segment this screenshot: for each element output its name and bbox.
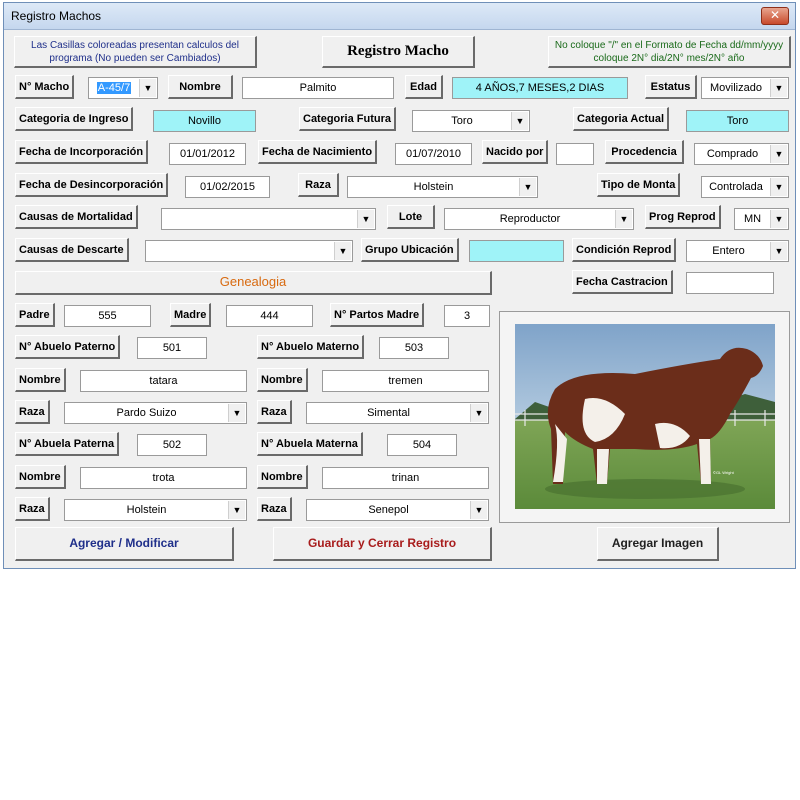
abuela-paterna-nombre-field[interactable]: trota <box>80 467 247 489</box>
padre-field[interactable]: 555 <box>64 305 151 327</box>
abuela-paterna-raza-label: Raza <box>15 497 50 521</box>
fecha-castracion-field[interactable] <box>686 272 774 294</box>
condicion-reprod-label: Condición Reprod <box>572 238 676 262</box>
fecha-desincorporacion-label: Fecha de Desincorporación <box>15 173 168 197</box>
chevron-down-icon[interactable]: ▼ <box>615 210 632 228</box>
abuela-paterna-nombre-label: Nombre <box>15 465 66 489</box>
padre-label: Padre <box>15 303 55 327</box>
categoria-futura-select[interactable] <box>412 110 530 132</box>
chevron-down-icon[interactable]: ▼ <box>470 501 487 519</box>
form-title: Registro Macho <box>322 36 475 68</box>
causas-descarte-select[interactable] <box>145 240 353 262</box>
estatus-label: Estatus <box>645 75 697 99</box>
categoria-ingreso-field: Novillo <box>153 110 256 132</box>
categoria-actual-field: Toro <box>686 110 789 132</box>
abuelo-paterno-label: N° Abuelo Paterno <box>15 335 120 359</box>
lote-value: Reproductor <box>499 213 561 225</box>
abuela-paterna-raza-select[interactable] <box>64 499 247 521</box>
abuelo-materno-raza-value: Simental <box>367 407 410 419</box>
tipo-monta-label: Tipo de Monta <box>597 173 680 197</box>
prog-reprod-value: MN <box>743 213 762 225</box>
lote-label: Lote <box>387 205 435 229</box>
abuela-materna-nombre-label: Nombre <box>257 465 308 489</box>
categoria-futura-label: Categoria Futura <box>299 107 396 131</box>
abuela-paterna-label: N° Abuela Paterna <box>15 432 119 456</box>
numero-macho-select[interactable] <box>88 77 158 99</box>
bull-photo-frame <box>499 311 790 523</box>
abuelo-paterno-raza-select[interactable] <box>64 402 247 424</box>
categoria-actual-label: Categoria Actual <box>573 107 669 131</box>
chevron-down-icon[interactable]: ▼ <box>770 79 787 97</box>
chevron-down-icon[interactable]: ▼ <box>228 404 245 422</box>
fecha-desincorporacion-field[interactable]: 01/02/2015 <box>185 176 270 198</box>
abuelo-paterno-field[interactable]: 501 <box>137 337 207 359</box>
causas-descarte-label: Causas de Descarte <box>15 238 129 262</box>
abuela-paterna-raza-value: Holstein <box>126 504 167 516</box>
abuela-materna-label: N° Abuela Materna <box>257 432 363 456</box>
chevron-down-icon[interactable]: ▼ <box>470 404 487 422</box>
chevron-down-icon[interactable]: ▼ <box>139 79 156 97</box>
categoria-futura-value: Toro <box>451 115 473 127</box>
nombre-field[interactable]: Palmito <box>242 77 394 99</box>
agregar-imagen-button[interactable]: Agregar Imagen <box>597 527 719 561</box>
abuelo-materno-nombre-field[interactable]: tremen <box>322 370 489 392</box>
raza-select[interactable] <box>347 176 538 198</box>
prog-reprod-select[interactable] <box>734 208 789 230</box>
chevron-down-icon[interactable]: ▼ <box>770 242 787 260</box>
tipo-monta-select[interactable] <box>701 176 789 198</box>
grupo-ubicacion-field <box>469 240 564 262</box>
genealogia-header: Genealogia <box>15 271 492 295</box>
agregar-modificar-button[interactable]: Agregar / Modificar <box>15 527 234 561</box>
chevron-down-icon[interactable]: ▼ <box>334 242 351 260</box>
causas-mortalidad-select[interactable] <box>161 208 376 230</box>
categoria-ingreso-label: Categoria de Ingreso <box>15 107 133 131</box>
close-icon[interactable]: ✕ <box>761 7 789 25</box>
chevron-down-icon[interactable]: ▼ <box>770 210 787 228</box>
fecha-incorporacion-field[interactable]: 01/01/2012 <box>169 143 246 165</box>
computed-fields-note: Las Casillas coloreadas presentan calculos del programa (No pueden ser Cambiados) <box>14 36 257 68</box>
abuelo-materno-field[interactable]: 503 <box>379 337 449 359</box>
tipo-monta-value: Controlada <box>709 181 763 193</box>
procedencia-select[interactable] <box>694 143 789 165</box>
abuelo-paterno-raza-label: Raza <box>15 400 50 424</box>
partos-madre-field[interactable]: 3 <box>444 305 490 327</box>
abuela-materna-raza-select[interactable] <box>306 499 489 521</box>
abuela-paterna-field[interactable]: 502 <box>137 434 207 456</box>
madre-field[interactable]: 444 <box>226 305 313 327</box>
chevron-down-icon[interactable]: ▼ <box>228 501 245 519</box>
title-bar <box>4 3 795 30</box>
photo-credit: ©GL Wright <box>713 470 734 475</box>
lote-select[interactable] <box>444 208 634 230</box>
abuela-materna-field[interactable]: 504 <box>387 434 457 456</box>
edad-label: Edad <box>405 75 443 99</box>
estatus-value: Movilizado <box>710 82 762 94</box>
abuelo-materno-nombre-label: Nombre <box>257 368 308 392</box>
condicion-reprod-value: Entero <box>712 245 745 257</box>
madre-label: Madre <box>170 303 211 327</box>
abuela-materna-nombre-field[interactable]: trinan <box>322 467 489 489</box>
form-content <box>4 30 795 568</box>
abuelo-materno-label: N° Abuelo Materno <box>257 335 364 359</box>
raza-value: Holstein <box>413 181 454 193</box>
nacido-por-field[interactable] <box>556 143 594 165</box>
partos-madre-label: N° Partos Madre <box>330 303 424 327</box>
fecha-nacimiento-label: Fecha de Nacimiento <box>258 140 377 164</box>
abuelo-paterno-raza-value: Pardo Suizo <box>116 407 177 419</box>
grupo-ubicacion-label: Grupo Ubicación <box>361 238 459 262</box>
procedencia-value: Comprado <box>706 148 759 160</box>
numero-macho-label: N° Macho <box>15 75 74 99</box>
causas-mortalidad-label: Causas de Mortalidad <box>15 205 138 229</box>
bull-photo <box>515 324 775 509</box>
nacido-por-label: Nacido por <box>482 140 548 164</box>
numero-macho-value: A-45/7 <box>97 82 131 94</box>
chevron-down-icon[interactable]: ▼ <box>519 178 536 196</box>
fecha-nacimiento-field[interactable]: 01/07/2010 <box>395 143 472 165</box>
guardar-cerrar-button[interactable]: Guardar y Cerrar Registro <box>273 527 492 561</box>
window-title: Registro Machos <box>11 9 102 23</box>
chevron-down-icon[interactable]: ▼ <box>770 145 787 163</box>
chevron-down-icon[interactable]: ▼ <box>511 112 528 130</box>
edad-field: 4 AÑOS,7 MESES,2 DIAS <box>452 77 628 99</box>
abuelo-materno-raza-select[interactable] <box>306 402 489 424</box>
abuelo-paterno-nombre-label: Nombre <box>15 368 66 392</box>
nombre-label: Nombre <box>168 75 233 99</box>
abuela-materna-raza-label: Raza <box>257 497 292 521</box>
fecha-castracion-label: Fecha Castracion <box>572 270 673 294</box>
chevron-down-icon[interactable]: ▼ <box>770 178 787 196</box>
procedencia-label: Procedencia <box>605 140 684 164</box>
estatus-select[interactable] <box>701 77 789 99</box>
fecha-incorporacion-label: Fecha de Incorporación <box>15 140 148 164</box>
raza-label: Raza <box>298 173 339 197</box>
date-format-note: No coloque "/" en el Formato de Fecha dd/mm/yyyy coloque 2N° dia/2N° mes/2N° año <box>548 36 791 68</box>
abuela-materna-raza-value: Senepol <box>368 504 409 516</box>
abuelo-materno-raza-label: Raza <box>257 400 292 424</box>
abuelo-paterno-nombre-field[interactable]: tatara <box>80 370 247 392</box>
registro-machos-window <box>3 2 796 569</box>
prog-reprod-label: Prog Reprod <box>645 205 721 229</box>
chevron-down-icon[interactable]: ▼ <box>357 210 374 228</box>
condicion-reprod-select[interactable] <box>686 240 789 262</box>
